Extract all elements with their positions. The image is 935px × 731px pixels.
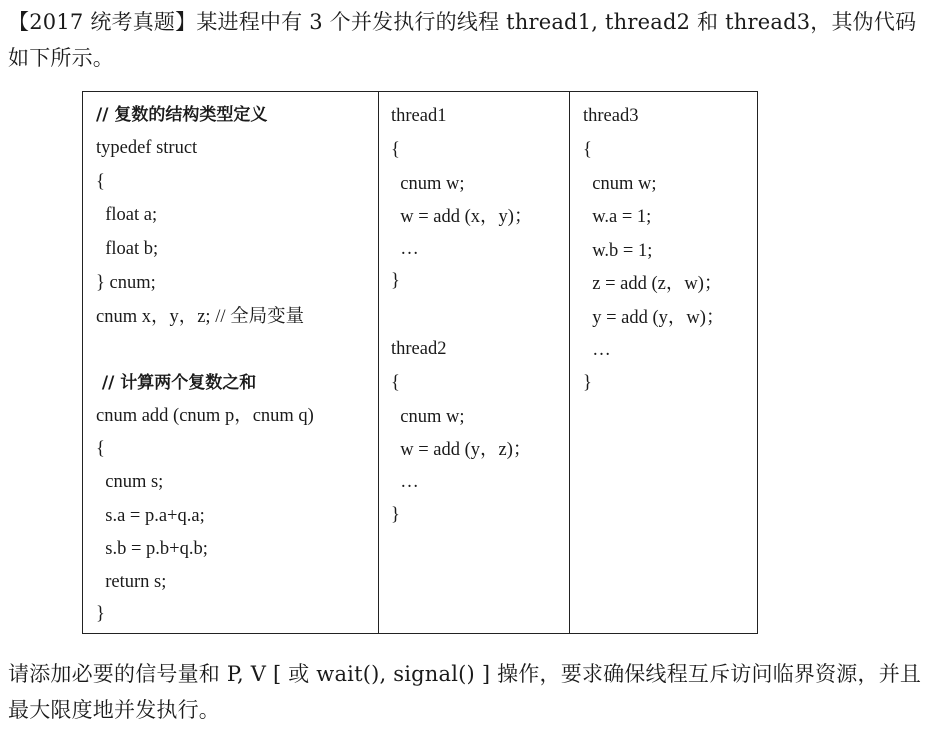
code-line: thread3 bbox=[583, 106, 639, 126]
code-line: w.b = 1; bbox=[583, 241, 653, 261]
code-line: cnum w; bbox=[583, 174, 657, 194]
code-line: // 复数的结构类型定义 bbox=[96, 105, 268, 125]
code-line: } bbox=[391, 271, 400, 291]
code-line: … bbox=[391, 239, 419, 259]
code-line: cnum w; bbox=[391, 174, 465, 194]
question-requirement: 请添加必要的信号量和 P, V [ 或 wait(), signal() ] 操作，要求确保线程互斥访问临界资源，并且最大限度地并发执行。 bbox=[8, 662, 922, 722]
code-line: } cnum; bbox=[96, 273, 156, 293]
code-line: } bbox=[583, 373, 592, 393]
code-line: { bbox=[96, 439, 105, 459]
code-line: { bbox=[391, 373, 400, 393]
code-line: w = add (y，z)； bbox=[391, 440, 532, 460]
code-line: s.b = p.b+q.b; bbox=[96, 539, 208, 559]
code-line: { bbox=[391, 140, 400, 160]
code-line: return s; bbox=[96, 572, 167, 592]
code-line: cnum add (cnum p，cnum q) bbox=[96, 406, 314, 426]
code-line: { bbox=[583, 140, 592, 160]
pseudocode-table bbox=[82, 91, 758, 634]
code-line: float b; bbox=[96, 239, 159, 259]
code-line: // 计算两个复数之和 bbox=[96, 373, 257, 393]
code-line: cnum w; bbox=[391, 407, 465, 427]
code-line: float a; bbox=[96, 205, 158, 225]
code-line: … bbox=[583, 340, 611, 360]
code-line: } bbox=[391, 505, 400, 525]
code-line: } bbox=[96, 604, 105, 624]
code-line: typedef struct bbox=[96, 138, 198, 158]
code-line: thread1 bbox=[391, 106, 447, 126]
code-line: thread2 bbox=[391, 339, 447, 359]
struct-definition-column bbox=[83, 92, 379, 633]
code-line: y = add (y，w)； bbox=[583, 308, 725, 328]
thread3-column bbox=[570, 92, 757, 633]
code-line: { bbox=[96, 172, 105, 192]
code-line: w.a = 1; bbox=[583, 207, 652, 227]
code-line: s.a = p.a+q.a; bbox=[96, 506, 205, 526]
code-line: cnum s; bbox=[96, 472, 164, 492]
code-line: cnum x，y，z; // 全局变量 bbox=[96, 307, 305, 327]
code-line: w = add (x，y)； bbox=[391, 207, 533, 227]
code-line: z = add (z，w)； bbox=[583, 274, 723, 294]
question-intro: 【2017 统考真题】某进程中有 3 个并发执行的线程 thread1, thread2 和 thread3，其伪代码如下所示。 bbox=[8, 10, 917, 70]
code-line: … bbox=[391, 472, 419, 492]
thread1-thread2-column bbox=[379, 92, 570, 633]
